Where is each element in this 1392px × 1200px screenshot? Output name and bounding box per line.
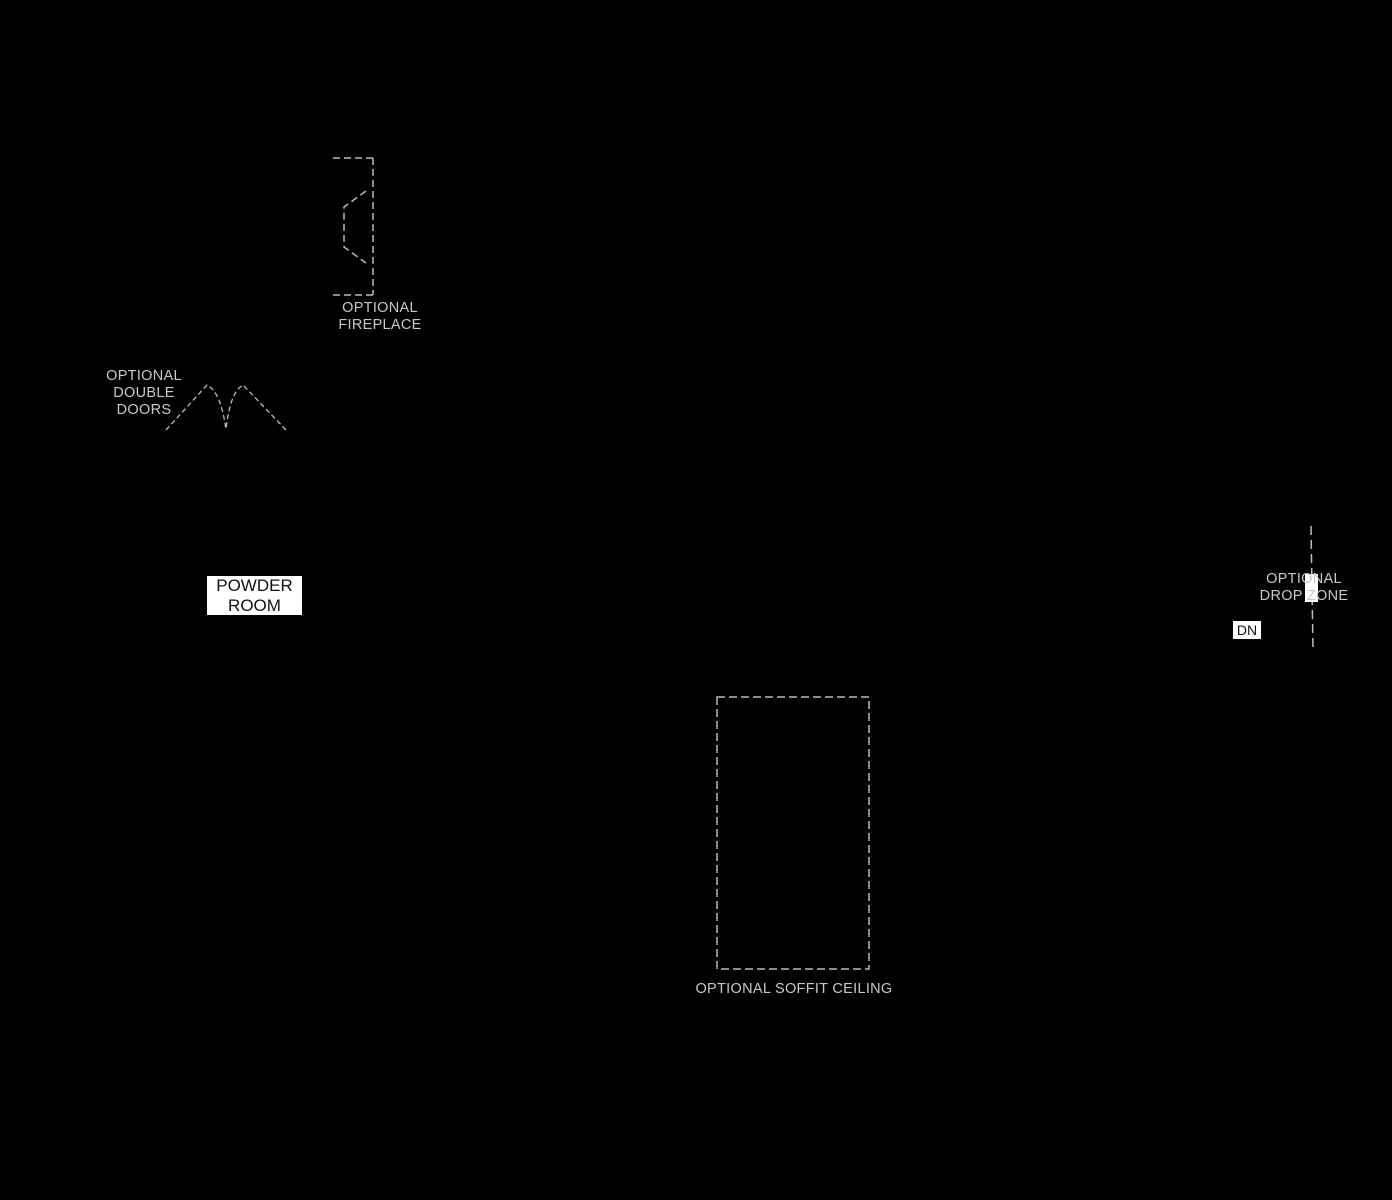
powder-room-line2: ROOM [228,596,281,615]
soffit-ceiling-outline [717,697,869,969]
double-doors-note-line1: OPTIONAL [106,368,182,384]
powder-room-label [207,576,302,615]
drop-zone-note [1248,571,1360,605]
fireplace-note [330,300,430,334]
fireplace-outline [333,158,373,295]
drop-zone-note-line1: OPTIONAL [1266,571,1342,587]
double-doors-note-line2: DOUBLE [113,385,175,401]
fireplace-note-line1: OPTIONAL [342,300,418,316]
powder-room-line1: POWDER [216,576,293,595]
stair-down-label: DN [1233,621,1261,639]
soffit-ceiling-note: OPTIONAL SOFFIT CEILING [695,981,893,997]
double-doors-note-line3: DOORS [116,402,172,418]
fireplace-note-line2: FIREPLACE [338,317,422,333]
drop-zone-note-line2: DROP ZONE [1259,588,1349,604]
double-doors-note [94,368,194,419]
